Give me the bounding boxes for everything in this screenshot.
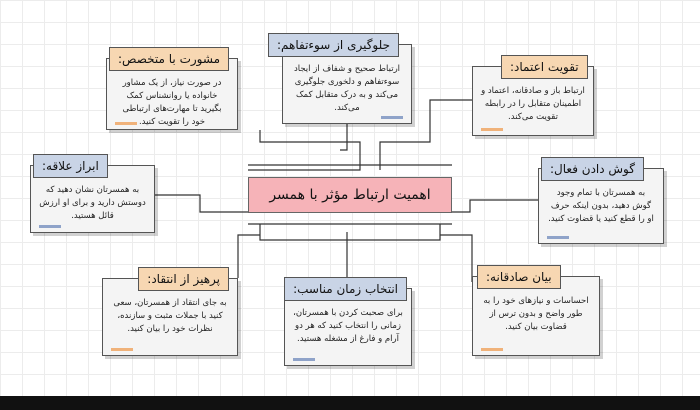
node-avoid-text: به جای انتقاد از همسرتان، سعی کنید با جملات مثبت و سازنده، نظرات خود را بیان کنید. [113, 298, 227, 334]
node-timing-accent [293, 358, 315, 361]
node-trust-accent [481, 128, 503, 131]
node-trust-text: ارتباط باز و صادقانه، اعتماد و اطمینان متقابل را در رابطه تقویت می‌کند. [481, 86, 585, 122]
bottom-bar [0, 396, 700, 410]
node-express-text: به همسرتان نشان دهید که دوستش دارید و برای او ارزش قائل هستید. [39, 185, 146, 221]
node-timing-text: برای صحبت کردن با همسرتان، زمانی را انتخاب کنید که هر دو آرام و فارغ از مشغله هستید. [293, 308, 403, 344]
node-honest-text: احساسات و نیازهای خود را به طور واضح و بدون ترس از قضاوت بیان کنید. [483, 296, 589, 332]
lower-hub-bracket [260, 224, 440, 240]
node-prevent-text: ارتباط صحیح و شفاف از ایجاد سوءتفاهم و دلخوری جلوگیری می‌کند و به درک متقابل کمک می‌کند. [293, 64, 401, 113]
node-prevent-title: جلوگیری از سوءتفاهم: [268, 33, 399, 57]
node-honest-title: بیان صادقانه: [477, 265, 561, 289]
node-timing-title: انتخاب زمان مناسب: [284, 277, 407, 301]
node-consult-text: در صورت نیاز، از یک مشاور خانواده یا روانشناس کمک بگیرید تا مهارت‌های ارتباطی خود را تقویت کنید. [122, 78, 222, 127]
node-honest [472, 270, 600, 356]
node-listen [538, 162, 664, 244]
connector-listen [452, 200, 540, 212]
node-trust [472, 60, 594, 136]
node-avoid-title: پرهیز از انتقاد: [138, 267, 229, 291]
node-trust-title: تقویت اعتماد: [501, 55, 588, 79]
connector-honest [440, 235, 472, 282]
node-consult [106, 52, 238, 130]
node-listen-accent [547, 236, 569, 239]
node-express-accent [39, 225, 61, 228]
node-listen-title: گوش دادن فعال: [541, 157, 644, 181]
node-avoid-accent [111, 348, 133, 351]
node-express-title: ابراز علاقه: [33, 154, 108, 178]
node-prevent-accent [381, 116, 403, 119]
node-consult-title: مشورت با متخصص: [109, 47, 229, 71]
node-prevent [276, 38, 412, 124]
connector-express [155, 195, 248, 212]
node-timing [284, 282, 412, 366]
node-express [30, 159, 155, 233]
node-avoid [102, 272, 238, 356]
node-consult-accent [115, 122, 137, 125]
node-honest-accent [481, 348, 503, 351]
connector-avoid [238, 235, 260, 278]
central-topic: اهمیت ارتباط مؤثر با همسر [248, 177, 452, 213]
node-listen-text: به همسرتان با تمام وجود گوش دهید، بدون اینکه حرف او را قطع کنید یا قضاوت کنید. [548, 188, 654, 224]
